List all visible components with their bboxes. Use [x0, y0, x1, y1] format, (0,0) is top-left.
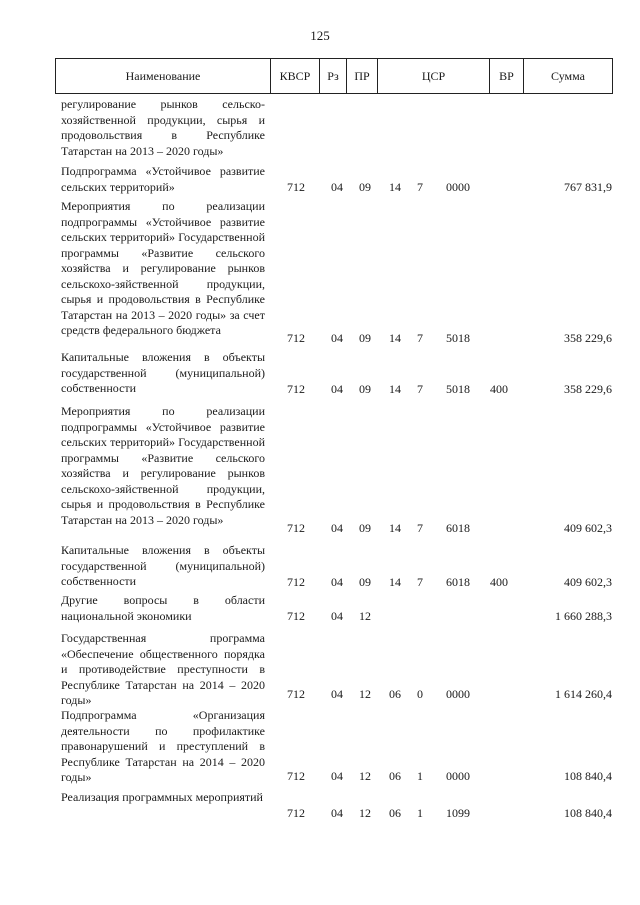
- cell-rz: 04: [331, 686, 343, 701]
- cell-kvsr: 712: [287, 608, 305, 623]
- cell-pr: 09: [359, 381, 371, 396]
- cell-kvsr: 712: [287, 686, 305, 701]
- cell-csr-direction: 6018: [446, 574, 470, 589]
- cell-csr-direction: 0000: [446, 686, 470, 701]
- cell-rz: 04: [331, 520, 343, 535]
- table-row: [0, 199, 640, 346]
- row-name: Государственная программа «Обеспечение общественного порядка и противодействие преступности в Республике Татарстан на 2014 – 2020 годы»: [61, 631, 265, 707]
- cell-rz: 04: [331, 179, 343, 194]
- cell-csr-subprogram: 1: [417, 768, 423, 783]
- cell-csr-program: 14: [389, 520, 401, 535]
- table-header: [55, 58, 613, 94]
- table-row: [0, 790, 640, 821]
- table-row: [0, 350, 640, 397]
- table-row: [0, 708, 640, 784]
- row-name: Реализация программных мероприятий: [61, 790, 263, 804]
- row-name: Подпрограмма «Устойчивое развитие сельских территорий»: [61, 164, 265, 194]
- cell-kvsr: 712: [287, 805, 305, 820]
- cell-sum: 108 840,4: [564, 768, 612, 783]
- header-name: Наименование: [56, 59, 271, 93]
- cell-sum: 1 660 288,3: [555, 608, 612, 623]
- cell-sum: 409 602,3: [564, 520, 612, 535]
- cell-pr: 12: [359, 686, 371, 701]
- cell-vr: 400: [490, 381, 508, 396]
- cell-pr: 12: [359, 805, 371, 820]
- cell-kvsr: 712: [287, 330, 305, 345]
- cell-csr-subprogram: 7: [417, 330, 423, 345]
- cell-sum: 358 229,6: [564, 381, 612, 396]
- page-number: 125: [310, 28, 330, 43]
- cell-kvsr: 712: [287, 520, 305, 535]
- table-row: [0, 631, 640, 707]
- cell-pr: 12: [359, 768, 371, 783]
- cell-csr-direction: 6018: [446, 520, 470, 535]
- cell-csr-direction: 0000: [446, 179, 470, 194]
- cell-csr-program: 14: [389, 574, 401, 589]
- cell-kvsr: 712: [287, 179, 305, 194]
- header-vr: ВР: [490, 59, 524, 93]
- row-name: Капитальные вложения в объекты государственной (муниципальной) собственности: [61, 350, 265, 395]
- cell-csr-program: 14: [389, 179, 401, 194]
- cell-csr-subprogram: 7: [417, 520, 423, 535]
- header-kvsr: КВСР: [271, 59, 320, 93]
- header-rz: Рз: [320, 59, 347, 93]
- table-row: [0, 404, 640, 536]
- row-name: Другие вопросы в области национальной экономики: [61, 593, 265, 623]
- cell-csr-program: 06: [389, 768, 401, 783]
- table-row: [0, 543, 640, 590]
- cell-sum: 409 602,3: [564, 574, 612, 589]
- cell-csr-subprogram: 7: [417, 381, 423, 396]
- cell-kvsr: 712: [287, 574, 305, 589]
- row-name: Подпрограмма «Организация деятельности по профилактике правонарушений и преступлений в Республике Татарстан на 2014 – 2020 годы»: [61, 708, 265, 784]
- cell-rz: 04: [331, 330, 343, 345]
- row-name: Капитальные вложения в объекты государственной (муниципальной) собственности: [61, 543, 265, 588]
- cell-csr-direction: 0000: [446, 768, 470, 783]
- header-sum: Сумма: [551, 68, 585, 83]
- table-row: [0, 593, 640, 624]
- cell-csr-direction: 5018: [446, 330, 470, 345]
- table-row: [0, 164, 640, 195]
- cell-csr-subprogram: 7: [417, 574, 423, 589]
- cell-sum: 358 229,6: [564, 330, 612, 345]
- cell-csr-subprogram: 1: [417, 805, 423, 820]
- cell-pr: 09: [359, 330, 371, 345]
- cell-sum: 767 831,9: [564, 179, 612, 194]
- cell-kvsr: 712: [287, 768, 305, 783]
- cell-csr-subprogram: 0: [417, 686, 423, 701]
- continuation-text: регулирование рынков сельско-хозяйственной продукции, сырья и продовольствия в Республике Татарстан на 2013 – 2020 годы»: [61, 97, 265, 158]
- cell-csr-program: 14: [389, 330, 401, 345]
- cell-rz: 04: [331, 574, 343, 589]
- cell-rz: 04: [331, 805, 343, 820]
- row-name: Мероприятия по реализации подпрограммы «Устойчивое развитие сельских территорий» Государственной программы «Развитие сельского хозяйства и регулирование рынков сельскохо-зяйственной продукции, сырья и продовольствия в Республике Татарстан на 2013 – 2020 годы» за счет средств федерального бюджета: [61, 199, 265, 337]
- header-csr: ЦСР: [378, 59, 490, 93]
- cell-csr-program: 06: [389, 686, 401, 701]
- cell-csr-direction: 5018: [446, 381, 470, 396]
- cell-rz: 04: [331, 768, 343, 783]
- cell-rz: 04: [331, 608, 343, 623]
- cell-csr-direction: 1099: [446, 805, 470, 820]
- cell-csr-program: 06: [389, 805, 401, 820]
- cell-vr: 400: [490, 574, 508, 589]
- header-pr: ПР: [347, 59, 378, 93]
- cell-sum: 108 840,4: [564, 805, 612, 820]
- cell-pr: 09: [359, 520, 371, 535]
- cell-rz: 04: [331, 381, 343, 396]
- cell-pr: 09: [359, 179, 371, 194]
- row-name: Мероприятия по реализации подпрограммы «Устойчивое развитие сельских территорий» Государственной программы «Развитие сельского хозяйства и регулирование рынков сельскохо-зяйственной продукции, сырья и продовольствия в Республике Татарстан на 2013 – 2020 годы»: [61, 404, 265, 527]
- cell-csr-program: 14: [389, 381, 401, 396]
- cell-csr-subprogram: 7: [417, 179, 423, 194]
- cell-pr: 09: [359, 574, 371, 589]
- cell-pr: 12: [359, 608, 371, 623]
- cell-sum: 1 614 260,4: [555, 686, 612, 701]
- cell-kvsr: 712: [287, 381, 305, 396]
